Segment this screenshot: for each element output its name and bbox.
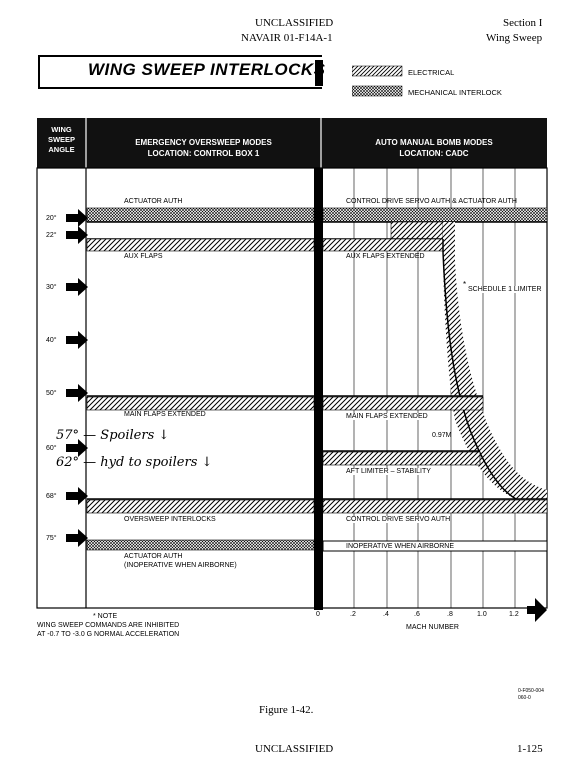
band-left-actuator-auth-2 — [87, 540, 314, 550]
band-right-control-drive — [323, 208, 547, 222]
col-header-auto — [321, 137, 547, 159]
mach-tick-12: 1.2 — [509, 611, 519, 618]
angle-22: 22° — [46, 232, 57, 239]
angle-30: 30° — [46, 284, 57, 291]
figure-code-line2: 060-0 — [518, 695, 531, 701]
legend-mechanical-label: MECHANICAL INTERLOCK — [408, 88, 502, 97]
header-section-title: Wing Sweep — [486, 32, 543, 44]
col2-line1: EMERGENCY OVERSWEEP MODES — [135, 138, 272, 147]
angle-20: 20° — [46, 215, 57, 222]
mach-axis-label: MACH NUMBER — [406, 624, 459, 631]
note-title: * NOTE — [93, 613, 118, 620]
mach-tick-08: .8 — [447, 611, 453, 618]
handwritten-note-2: 62° — hyd to spoilers ↓ — [56, 455, 213, 470]
band-right-aft-limiter — [323, 452, 480, 465]
label-aux-flaps: AUX FLAPS — [124, 253, 163, 260]
angle-50: 50° — [46, 390, 57, 397]
mach-tick-04: .4 — [383, 611, 389, 618]
col3-line2: LOCATION: CADC — [399, 149, 469, 158]
band-left-oversweep — [87, 500, 314, 513]
label-schedule-limiter: SCHEDULE 1 LIMITER — [468, 286, 542, 293]
angle-68: 68° — [46, 493, 57, 500]
label-actuator-auth-2-line2: (INOPERATIVE WHEN AIRBORNE) — [124, 562, 237, 569]
note-line1: WING SWEEP COMMANDS ARE INHIBITED — [37, 622, 180, 629]
schedule-star: * — [463, 280, 467, 289]
label-actuator-auth: ACTUATOR AUTH — [124, 198, 183, 205]
label-actuator-auth-2-line1: ACTUATOR AUTH — [124, 553, 183, 560]
band-right-oversweep — [323, 500, 547, 513]
col-header-sweep-angle — [37, 125, 86, 155]
label-oversweep: OVERSWEEP INTERLOCKS — [124, 516, 216, 523]
handwritten-note-1: 57° — Spoilers ↓ — [56, 428, 170, 443]
note-line2: AT -0.7 TO -3.0 G NORMAL ACCELERATION — [37, 631, 180, 638]
angle-75: 75° — [46, 535, 57, 542]
band-right-main-flaps — [323, 397, 483, 410]
band-left-actuator-auth — [87, 208, 314, 222]
label-inoperative: INOPERATIVE WHEN AIRBORNE — [346, 543, 454, 550]
center-divider-bar — [314, 168, 323, 610]
label-main-flaps-ext: MAIN FLAPS EXTENDED — [346, 413, 428, 420]
col2-line2: LOCATION: CONTROL BOX 1 — [147, 149, 260, 158]
header-doc-id: NAVAIR 01-F14A-1 — [241, 32, 333, 44]
figure-caption: Figure 1-42. — [259, 704, 314, 716]
mach-tick-02: .2 — [350, 611, 356, 618]
header-classification: UNCLASSIFIED — [255, 17, 334, 29]
mach-axis-arrow — [527, 598, 547, 622]
band-left-main-flaps — [87, 397, 314, 410]
mach-tick-0: 0 — [316, 611, 320, 618]
sweep-angle-arrows — [66, 209, 88, 547]
label-mach-097: 0.97M — [432, 432, 452, 439]
legend-electrical-label: ELECTRICAL — [408, 68, 455, 77]
mach-tick-06: .6 — [414, 611, 420, 618]
band-left-aux-flaps — [87, 239, 314, 251]
label-aux-flaps-ext: AUX FLAPS EXTENDED — [346, 253, 425, 260]
angle-60: 60° — [46, 445, 57, 452]
col1-line2: SWEEP — [47, 135, 76, 144]
mach-tick-10: 1.0 — [477, 611, 487, 618]
band-right-aux-flaps — [323, 239, 443, 251]
col1-line1: WING — [51, 125, 72, 134]
figure-code-line1: 0-F050-004 — [518, 688, 544, 694]
label-aft-limiter: AFT LIMITER – STABILITY — [346, 468, 431, 475]
footer-classification: UNCLASSIFIED — [255, 743, 334, 755]
label-control-drive: CONTROL DRIVE SERVO AUTH & ACTUATOR AUTH — [346, 198, 517, 205]
page-title: WING SWEEP INTERLOCKS — [88, 60, 326, 79]
angle-40: 40° — [46, 337, 57, 344]
header-section: Section I — [503, 17, 543, 29]
col-header-emergency — [86, 137, 321, 159]
label-main-flaps: MAIN FLAPS EXTENDED — [124, 411, 206, 418]
col3-line1: AUTO MANUAL BOMB MODES — [375, 138, 493, 147]
col1-line3: ANGLE — [48, 145, 75, 154]
footer-page: 1-125 — [517, 743, 543, 755]
label-control-drive-2: CONTROL DRIVE SERVO AUTH — [346, 516, 451, 523]
